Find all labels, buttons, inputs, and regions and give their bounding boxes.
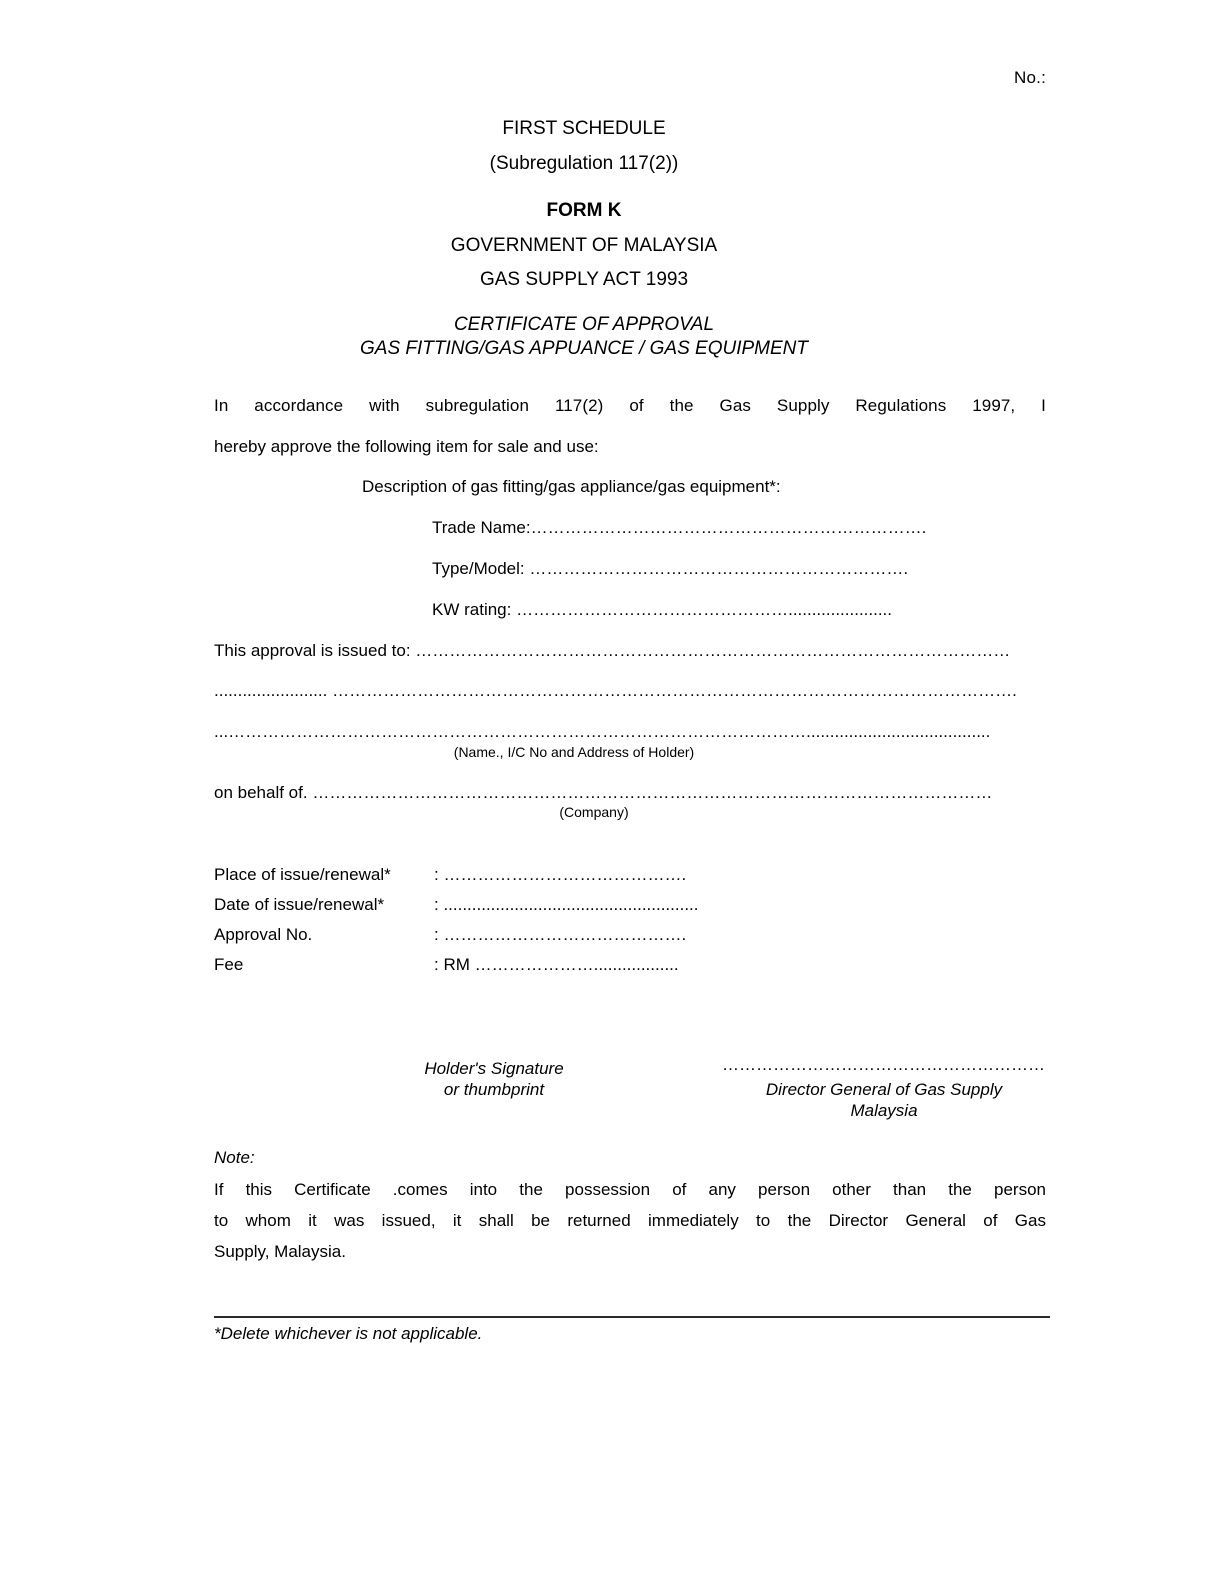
on-behalf-of-label: on behalf of.: [214, 783, 313, 802]
approval-no-row[interactable]: [214, 925, 1046, 945]
footnote-text: *Delete whichever is not applicable.: [214, 1324, 483, 1343]
type-model-label: Type/Model:: [432, 559, 530, 578]
note-line-2: to whom it was issued, it shall be returned immediately to the Director General of Gas: [214, 1211, 1046, 1230]
fee-row[interactable]: [214, 955, 1046, 975]
director-signature-block: [712, 1079, 1056, 1122]
holder-address-line-3[interactable]: [214, 722, 1046, 742]
note-heading: Note:: [214, 1148, 255, 1167]
description-heading: Description of gas fitting/gas appliance/gas equipment*:: [362, 477, 781, 496]
director-signature-dotted-line[interactable]: …………………………………………………: [722, 1055, 1045, 1074]
holder-address-line-2[interactable]: [214, 681, 1046, 701]
place-of-issue-label: Place of issue/renewal*: [214, 865, 391, 884]
form-code-heading: FORM K: [546, 200, 622, 221]
kw-rating-dotted-fill[interactable]: …………………………………………......................: [516, 600, 893, 619]
intro-paragraph-line-1: In accordance with subregulation 117(2) of the Gas Supply Regulations 1997, I: [214, 396, 1046, 415]
holder-address-dots-short[interactable]: ........................: [214, 681, 333, 700]
director-title-line-2: Malaysia: [850, 1101, 918, 1121]
fee-label: Fee: [214, 955, 244, 974]
certificate-title-line-1: CERTIFICATE OF APPROVAL: [453, 314, 715, 335]
issued-to-label: This approval is issued to:: [214, 641, 416, 660]
note-line-1: If this Certificate .comes into the possession of any person other than the person: [214, 1180, 1046, 1199]
approval-no-label: Approval No.: [214, 925, 313, 944]
government-heading: GOVERNMENT OF MALAYSIA: [450, 235, 718, 256]
holder-signature-block[interactable]: [354, 1058, 634, 1101]
trade-name-field[interactable]: [432, 518, 926, 538]
holder-signature-line-1: Holder's Signature: [424, 1059, 564, 1078]
note-line-3: Supply, Malaysia.: [214, 1242, 346, 1261]
on-behalf-of-field[interactable]: [214, 783, 1046, 803]
date-of-issue-row[interactable]: [214, 895, 1046, 915]
fee-value[interactable]: : RM …………………..................: [434, 955, 679, 974]
act-heading: GAS SUPPLY ACT 1993: [479, 269, 689, 290]
holder-name-caption: (Name., I/C No and Address of Holder): [453, 744, 695, 760]
holder-address-dots-line3[interactable]: ...………………………………………………………………………………………….......................................: [214, 722, 991, 741]
kw-rating-field[interactable]: [432, 600, 892, 620]
company-caption: (Company): [559, 804, 629, 820]
certificate-title-line-2: GAS FITTING/GAS APPUANCE / GAS EQUIPMENT: [360, 338, 808, 359]
reference-number-field-label: No.:: [1014, 68, 1046, 87]
place-of-issue-value[interactable]: : …………………………………….: [434, 865, 687, 884]
subregulation-heading: (Subregulation 117(2)): [489, 153, 679, 174]
issued-to-field[interactable]: [214, 641, 1046, 661]
intro-paragraph-line-2: hereby approve the following item for sale and use:: [214, 437, 599, 456]
holder-address-dots-long[interactable]: ………………………………………………………………………………………………………….: [332, 681, 1017, 700]
place-of-issue-row[interactable]: [214, 865, 1046, 885]
approval-no-value[interactable]: : …………………………………….: [434, 925, 687, 944]
trade-name-dotted-fill[interactable]: …………………………………………………………….: [530, 518, 927, 537]
kw-rating-label: KW rating:: [432, 600, 517, 619]
footer-divider: [214, 1316, 1050, 1318]
date-of-issue-label: Date of issue/renewal*: [214, 895, 385, 914]
holder-signature-line-2: or thumbprint: [443, 1080, 545, 1100]
date-of-issue-value[interactable]: : ......................................................: [434, 895, 699, 914]
issued-to-dotted-fill[interactable]: ……………………………………………………………………………………………: [415, 641, 1011, 660]
schedule-heading: FIRST SCHEDULE: [502, 118, 666, 139]
on-behalf-of-dotted-fill[interactable]: …………………………………………………………………………………………………………: [312, 783, 993, 802]
director-title-line-1: Director General of Gas Supply: [765, 1080, 1003, 1099]
type-model-field[interactable]: [432, 559, 908, 579]
type-model-dotted-fill[interactable]: ………………………………………………………….: [529, 559, 909, 578]
trade-name-label: Trade Name:: [432, 518, 531, 537]
